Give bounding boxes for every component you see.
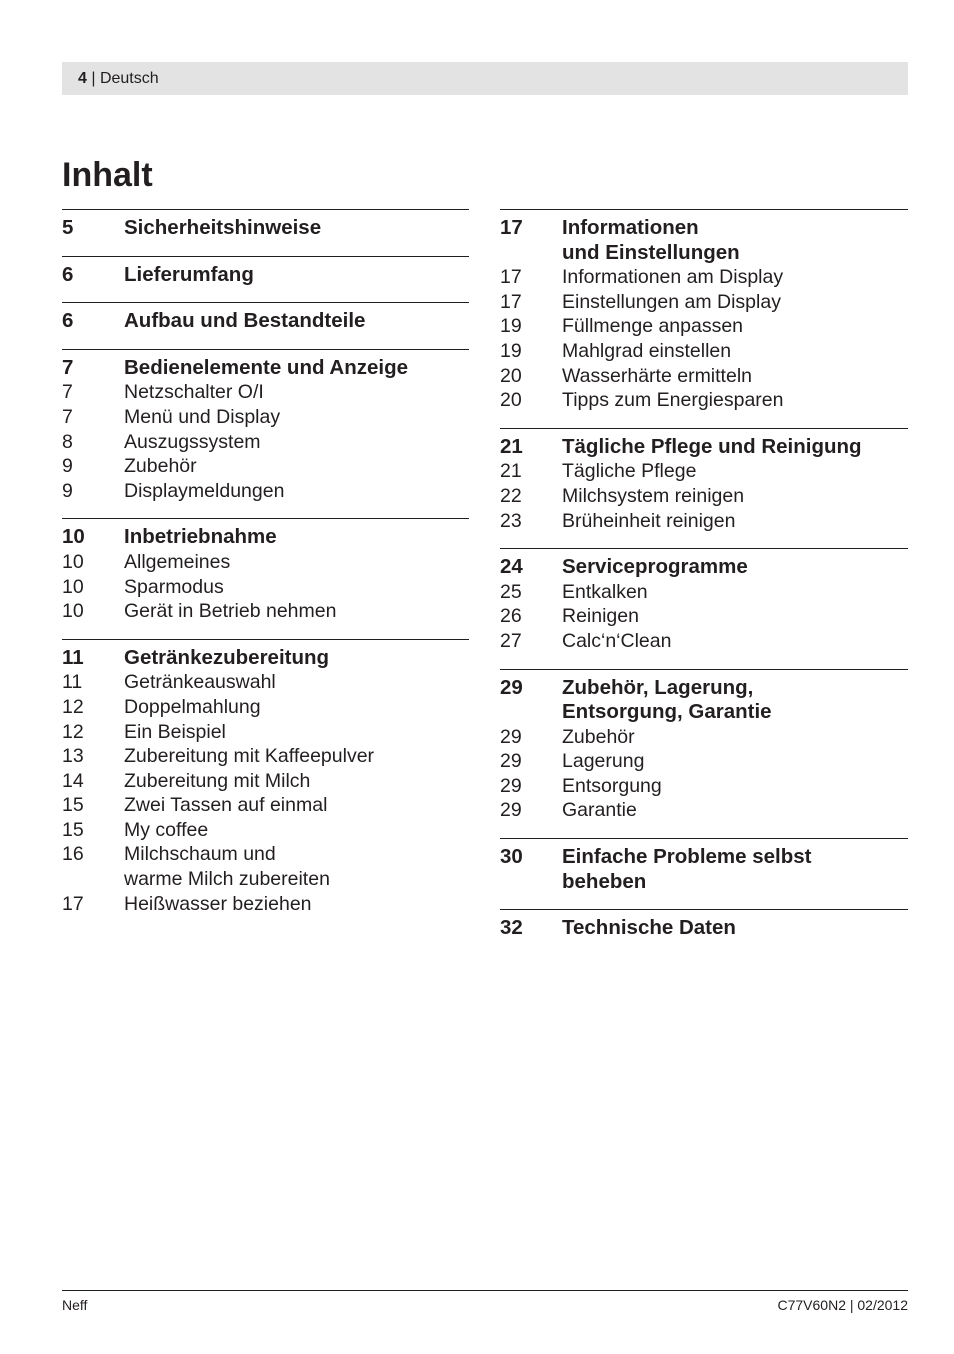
toc-entry-text: Netzschalter O/I <box>124 381 264 404</box>
toc-entry-text: Füllmenge anpassen <box>562 315 744 338</box>
toc-entry-text: Milchschaum und <box>124 843 276 866</box>
toc-page-number: 9 <box>62 479 73 502</box>
toc-entry-text: Zubereitung mit Kaffeepulver <box>124 745 375 768</box>
toc-page-number: 30 <box>500 845 523 869</box>
toc-page-number: 29 <box>500 774 522 797</box>
toc-entry <box>62 599 469 624</box>
toc-page-number: 14 <box>62 769 84 792</box>
toc-entry <box>500 314 908 339</box>
toc-page-number: 17 <box>500 266 522 289</box>
toc-page-number: 17 <box>500 216 523 239</box>
toc-page-number: 23 <box>500 509 522 532</box>
toc-page-number: 7 <box>62 405 73 428</box>
toc-entry-text: Entsorgung <box>562 774 662 797</box>
toc-page-number: 21 <box>500 460 522 483</box>
toc-page-number <box>500 700 562 725</box>
toc-entry-text: Gerät in Betrieb nehmen <box>124 600 337 623</box>
toc-entry-text: Lagerung <box>562 750 645 773</box>
toc-entry-text: Tägliche Pflege <box>562 460 697 483</box>
toc-entry-text: Zubehör <box>562 725 635 748</box>
toc-entry-text: Entsorgung, Garantie <box>562 700 772 724</box>
toc-entry <box>62 550 469 575</box>
toc-page-number: 11 <box>62 671 83 694</box>
toc-page-number: 11 <box>62 645 84 669</box>
footer-model-date: C77V60N2 | 02/2012 <box>777 1297 908 1313</box>
toc-entry-text: Zubehör, Lagerung, <box>562 675 754 699</box>
toc-page-number: 29 <box>500 725 522 748</box>
toc-entry <box>62 892 469 917</box>
toc-entry <box>62 454 469 479</box>
toc-entry-text: Zwei Tassen auf einmal <box>124 794 328 817</box>
toc-entry-text: Sparmodus <box>124 575 224 598</box>
toc-entry-text: Informationen <box>562 216 699 239</box>
toc-entry-text: Allgemeines <box>124 550 231 573</box>
toc-chapter-heading <box>500 916 908 941</box>
toc-chapter-heading <box>62 525 469 550</box>
toc-entry-text: Informationen am Display <box>562 266 784 289</box>
toc-entry <box>500 774 908 799</box>
toc-chapter-heading <box>62 309 469 334</box>
toc-section <box>500 838 908 909</box>
toc-chapter-heading <box>500 555 908 580</box>
toc-entry-text: Zubereitung mit Milch <box>124 769 311 792</box>
page-number: 4 <box>78 70 87 87</box>
toc-chapter-heading <box>500 216 908 241</box>
toc-entry <box>62 380 469 405</box>
toc-page-number: 29 <box>500 750 522 773</box>
toc-entry-text: Tipps zum Energiesparen <box>562 389 784 412</box>
toc-entry-text: Serviceprogramme <box>562 555 748 579</box>
toc-section <box>500 428 908 548</box>
toc-entry-text: Tägliche Pflege und Reinigung <box>562 434 862 458</box>
toc-entry-text: Aufbau und Bestandteile <box>124 309 366 333</box>
toc-left-column <box>62 209 469 931</box>
toc-page-number <box>62 867 124 892</box>
toc-page-number <box>500 870 562 895</box>
toc-entry <box>500 580 908 605</box>
toc-entry <box>500 725 908 750</box>
toc-section <box>62 302 469 349</box>
toc-entry-text: Menü und Display <box>124 405 281 428</box>
toc-page-number: 7 <box>62 381 73 404</box>
toc-page-number: 29 <box>500 675 523 699</box>
toc-entry <box>62 670 469 695</box>
toc-entry <box>500 629 908 654</box>
toc-page-number <box>500 241 562 266</box>
toc-page-number: 21 <box>500 434 523 458</box>
toc-section <box>62 349 469 519</box>
toc-page-number: 10 <box>62 550 84 573</box>
toc-section <box>500 669 908 839</box>
toc-chapter-heading <box>62 356 469 381</box>
toc-entry-text: Technische Daten <box>562 916 736 940</box>
toc-section <box>62 256 469 303</box>
toc-page-number: 6 <box>62 309 74 333</box>
toc-chapter-heading <box>62 646 469 671</box>
toc-entry-text: Inbetriebnahme <box>124 525 277 549</box>
toc-entry <box>500 604 908 629</box>
toc-entry <box>62 720 469 745</box>
toc-page-number: 15 <box>62 818 84 841</box>
toc-chapter-heading <box>62 216 469 241</box>
toc-entry <box>62 842 469 867</box>
toc-page-number: 12 <box>62 720 84 743</box>
toc-page-number: 19 <box>500 339 522 362</box>
toc-section <box>62 209 469 256</box>
toc-entry-text: Sicherheitshinweise <box>124 216 322 239</box>
toc-entry <box>62 867 469 892</box>
toc-chapter-heading <box>62 263 469 288</box>
toc-entry-text: Getränkeauswahl <box>124 671 276 694</box>
toc-entry <box>62 744 469 769</box>
toc-entry <box>500 265 908 290</box>
toc-entry-text: Brüheinheit reinigen <box>562 509 736 532</box>
toc-entry <box>500 388 908 413</box>
toc-entry <box>500 798 908 823</box>
toc-page-number: 16 <box>62 843 84 866</box>
toc-entry-text: Lieferumfang <box>124 262 254 286</box>
toc-chapter-heading <box>500 435 908 460</box>
toc-entry-text: Getränkezubereitung <box>124 645 330 669</box>
toc-entry <box>500 290 908 315</box>
toc-page-number: 9 <box>62 455 73 478</box>
header-language: Deutsch <box>99 70 159 87</box>
toc-entry <box>62 479 469 504</box>
toc-page-number: 6 <box>62 262 74 286</box>
toc-page-number: 26 <box>500 605 522 628</box>
header-separator: | <box>86 70 100 87</box>
toc-page-number: 13 <box>62 745 84 768</box>
toc-page-number: 20 <box>500 364 522 387</box>
toc-page-number: 19 <box>500 315 522 338</box>
toc-entry-text: Auszugssystem <box>124 430 261 453</box>
toc-entry-text: Bedienelemente und Anzeige <box>124 355 409 379</box>
toc-entry <box>62 430 469 455</box>
toc-entry <box>62 769 469 794</box>
toc-entry-text: Doppelmahlung <box>124 695 261 718</box>
footer-divider <box>62 1290 908 1291</box>
toc-page-number: 10 <box>62 575 84 598</box>
toc-entry-text: Zubehör <box>124 455 197 478</box>
toc-entry <box>62 405 469 430</box>
toc-page-number: 17 <box>62 892 84 915</box>
toc-section <box>500 209 908 428</box>
toc-entry <box>500 484 908 509</box>
toc-entry <box>500 364 908 389</box>
toc-page-number: 25 <box>500 580 522 603</box>
toc-entry-text: Einfache Probleme selbst <box>562 845 812 869</box>
toc-page-number: 24 <box>500 555 523 579</box>
toc-page-number: 12 <box>62 695 84 718</box>
toc-entry <box>500 749 908 774</box>
toc-entry-text: My coffee <box>124 818 209 841</box>
toc-section <box>500 548 908 668</box>
toc-entry-text: Entkalken <box>562 580 648 603</box>
toc-entry <box>62 793 469 818</box>
toc-page-number: 10 <box>62 525 85 549</box>
toc-entry-text: Reinigen <box>562 605 639 628</box>
toc-entry <box>500 509 908 534</box>
toc-entry-text: Calc‘n‘Clean <box>562 629 672 652</box>
toc-page-number: 32 <box>500 916 523 940</box>
toc-entry-text: Mahlgrad einstellen <box>562 339 732 362</box>
toc-section <box>62 518 469 638</box>
toc-chapter-heading-continued <box>500 870 908 895</box>
footer-brand: Neff <box>62 1297 88 1313</box>
toc-chapter-heading-continued <box>500 700 908 725</box>
toc-chapter-heading <box>500 845 908 870</box>
toc-section <box>500 909 908 956</box>
toc-page-number: 29 <box>500 799 522 822</box>
toc-page-number: 8 <box>62 430 73 453</box>
toc-entry-text: Garantie <box>562 799 637 822</box>
toc-page-number: 20 <box>500 389 522 412</box>
page-title: Inhalt <box>62 156 153 194</box>
toc-entry <box>62 575 469 600</box>
toc-entry <box>500 459 908 484</box>
toc-page-number: 22 <box>500 484 522 507</box>
toc-page-number: 5 <box>62 216 74 239</box>
toc-entry-text: Heißwasser beziehen <box>124 892 312 915</box>
toc-entry-text: warme Milch zubereiten <box>124 868 330 891</box>
toc-chapter-heading <box>500 676 908 701</box>
toc-entry <box>62 695 469 720</box>
toc-section <box>62 639 469 932</box>
toc-entry-text: Wasserhärte ermitteln <box>562 364 753 387</box>
toc-entry <box>500 339 908 364</box>
toc-page-number: 7 <box>62 355 74 379</box>
toc-entry-text: beheben <box>562 869 647 893</box>
toc-entry <box>62 818 469 843</box>
toc-chapter-heading-continued <box>500 241 908 266</box>
toc-entry-text: Displaymeldungen <box>124 479 285 502</box>
toc-page-number: 17 <box>500 290 522 313</box>
toc-entry-text: Ein Beispiel <box>124 720 226 743</box>
toc-entry-text: und Einstellungen <box>562 240 740 264</box>
toc-page-number: 10 <box>62 600 84 623</box>
toc-right-column <box>500 209 908 956</box>
toc-page-number: 27 <box>500 629 522 652</box>
page-header <box>62 62 908 95</box>
toc-entry-text: Milchsystem reinigen <box>562 484 745 507</box>
toc-entry-text: Einstellungen am Display <box>562 290 781 313</box>
toc-page-number: 15 <box>62 794 84 817</box>
